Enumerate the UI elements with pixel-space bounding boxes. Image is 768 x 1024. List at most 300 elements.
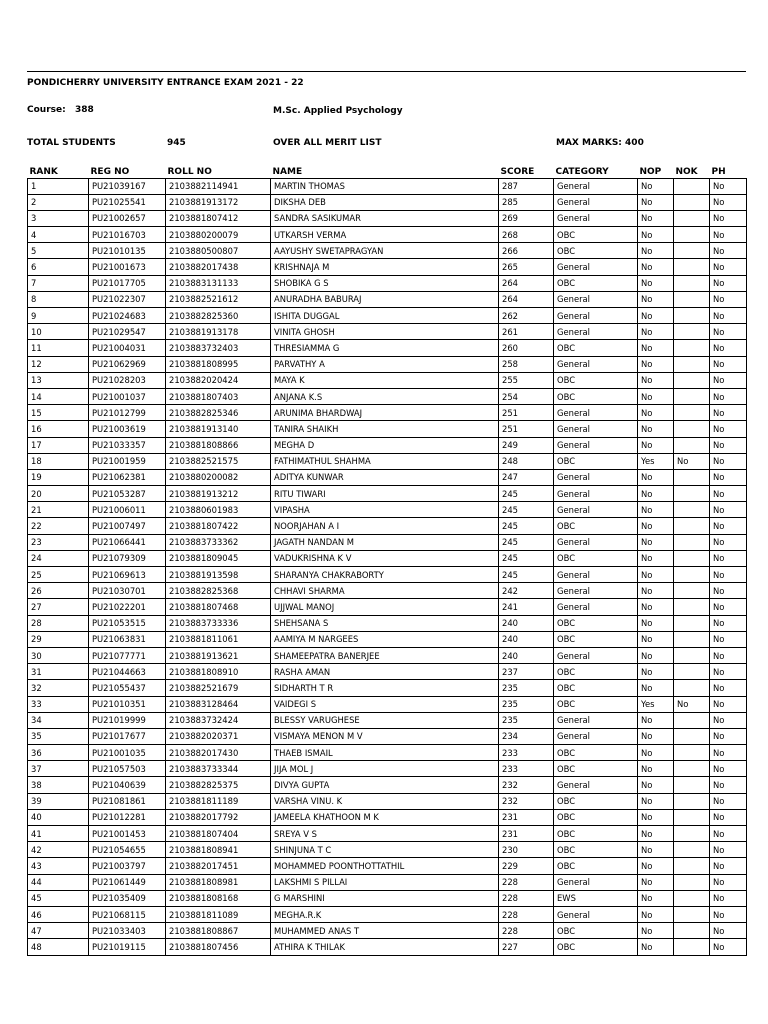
nop-cell: No (638, 680, 674, 696)
ph-cell: No (710, 631, 747, 647)
name-cell: MEGHA.R.K (271, 906, 499, 922)
table-row (28, 567, 747, 583)
ph-cell: No (710, 469, 747, 485)
rank-cell: 24 (28, 550, 89, 566)
reg-no-cell: PU21001035 (89, 745, 166, 761)
reg-no-cell: PU21077771 (89, 647, 166, 663)
score-cell: 249 (499, 437, 554, 453)
reg-no-cell: PU21004031 (89, 340, 166, 356)
name-cell: ATHIRA K THILAK (271, 939, 499, 955)
ph-cell: No (710, 599, 747, 615)
rank-cell: 3 (28, 210, 89, 226)
table-row (28, 356, 747, 372)
nok-cell (674, 518, 710, 534)
ph-cell: No (710, 777, 747, 793)
reg-no-cell: PU21044663 (89, 664, 166, 680)
nok-cell (674, 502, 710, 518)
ph-cell: No (710, 502, 747, 518)
roll-no-cell: 2103881913172 (166, 194, 271, 210)
reg-no-cell: PU21029547 (89, 324, 166, 340)
name-cell: UJJWAL MANOJ (271, 599, 499, 615)
ph-cell: No (710, 340, 747, 356)
nop-cell: No (638, 243, 674, 259)
total-students-value: 945 (167, 138, 186, 148)
name-cell: SHARANYA CHAKRABORTY (271, 567, 499, 583)
name-cell: MOHAMMED POONTHOTTATHIL (271, 858, 499, 874)
ph-cell: No (710, 858, 747, 874)
max-marks-value: 400 (625, 138, 644, 148)
name-cell: TANIRA SHAIKH (271, 421, 499, 437)
category-cell: General (554, 437, 638, 453)
reg-no-cell: PU21081861 (89, 793, 166, 809)
nop-cell: No (638, 874, 674, 890)
category-cell: OBC (554, 275, 638, 291)
table-row (28, 534, 747, 550)
category-cell: OBC (554, 518, 638, 534)
name-cell: VADUKRISHNA K V (271, 550, 499, 566)
category-cell: General (554, 259, 638, 275)
table-row (28, 194, 747, 210)
nop-cell: No (638, 259, 674, 275)
score-cell: 240 (499, 647, 554, 663)
category-cell: OBC (554, 745, 638, 761)
column-header: NAME (272, 166, 303, 177)
nop-cell: No (638, 340, 674, 356)
table-row (28, 275, 747, 291)
reg-no-cell: PU21055437 (89, 680, 166, 696)
name-cell: SHOBIKA G S (271, 275, 499, 291)
nok-cell (674, 631, 710, 647)
rank-cell: 42 (28, 842, 89, 858)
nok-cell: No (674, 453, 710, 469)
table-row (28, 615, 747, 631)
nop-cell: No (638, 502, 674, 518)
category-cell: General (554, 599, 638, 615)
score-cell: 254 (499, 388, 554, 404)
name-cell: FATHIMATHUL SHAHMA (271, 453, 499, 469)
roll-no-cell: 2103882114941 (166, 178, 271, 194)
ph-cell: No (710, 583, 747, 599)
rank-cell: 12 (28, 356, 89, 372)
roll-no-cell: 2103881808168 (166, 890, 271, 906)
reg-no-cell: PU21053287 (89, 486, 166, 502)
nop-cell: No (638, 939, 674, 955)
roll-no-cell: 2103881913621 (166, 647, 271, 663)
score-cell: 264 (499, 275, 554, 291)
rank-cell: 14 (28, 388, 89, 404)
merit-list-title: OVER ALL MERIT LIST (273, 138, 382, 148)
score-cell: 227 (499, 939, 554, 955)
score-cell: 231 (499, 826, 554, 842)
category-cell: General (554, 469, 638, 485)
score-cell: 245 (499, 518, 554, 534)
nok-cell (674, 777, 710, 793)
name-cell: AAYUSHY SWETAPRAGYAN (271, 243, 499, 259)
reg-no-cell: PU21001037 (89, 388, 166, 404)
score-cell: 265 (499, 259, 554, 275)
score-cell: 245 (499, 550, 554, 566)
score-cell: 237 (499, 664, 554, 680)
reg-no-cell: PU21066441 (89, 534, 166, 550)
table-row (28, 259, 747, 275)
nop-cell: No (638, 745, 674, 761)
table-row (28, 826, 747, 842)
reg-no-cell: PU21024683 (89, 308, 166, 324)
category-cell: OBC (554, 923, 638, 939)
nok-cell (674, 858, 710, 874)
roll-no-cell: 2103881807456 (166, 939, 271, 955)
total-students-label: TOTAL STUDENTS (27, 138, 116, 148)
category-cell: OBC (554, 227, 638, 243)
nop-cell: No (638, 194, 674, 210)
ph-cell: No (710, 923, 747, 939)
nop-cell: No (638, 518, 674, 534)
rank-cell: 10 (28, 324, 89, 340)
category-cell: General (554, 712, 638, 728)
roll-no-cell: 2103883131133 (166, 275, 271, 291)
ph-cell: No (710, 842, 747, 858)
program-name: M.Sc. Applied Psychology (273, 106, 403, 116)
ph-cell: No (710, 324, 747, 340)
nok-cell (674, 275, 710, 291)
ph-cell: No (710, 647, 747, 663)
reg-no-cell: PU21010135 (89, 243, 166, 259)
category-cell: OBC (554, 809, 638, 825)
table-row (28, 421, 747, 437)
table-row (28, 647, 747, 663)
rank-cell: 46 (28, 906, 89, 922)
nop-cell: No (638, 583, 674, 599)
reg-no-cell: PU21035409 (89, 890, 166, 906)
reg-no-cell: PU21079309 (89, 550, 166, 566)
name-cell: MAYA K (271, 372, 499, 388)
nop-cell: No (638, 664, 674, 680)
nop-cell: No (638, 178, 674, 194)
nop-cell: No (638, 210, 674, 226)
rank-cell: 5 (28, 243, 89, 259)
nok-cell (674, 761, 710, 777)
ph-cell: No (710, 518, 747, 534)
table-row (28, 793, 747, 809)
rank-cell: 16 (28, 421, 89, 437)
ph-cell: No (710, 696, 747, 712)
score-cell: 260 (499, 340, 554, 356)
nok-cell (674, 906, 710, 922)
score-cell: 247 (499, 469, 554, 485)
table-row (28, 227, 747, 243)
category-cell: General (554, 405, 638, 421)
reg-no-cell: PU21022307 (89, 291, 166, 307)
reg-no-cell: PU21069613 (89, 567, 166, 583)
reg-no-cell: PU21016703 (89, 227, 166, 243)
reg-no-cell: PU21063831 (89, 631, 166, 647)
table-row (28, 631, 747, 647)
table-row (28, 680, 747, 696)
category-cell: General (554, 534, 638, 550)
name-cell: PARVATHY A (271, 356, 499, 372)
score-cell: 230 (499, 842, 554, 858)
category-cell: General (554, 906, 638, 922)
category-cell: OBC (554, 550, 638, 566)
rank-cell: 6 (28, 259, 89, 275)
nok-cell (674, 890, 710, 906)
column-header: REG NO (90, 166, 130, 177)
column-header: SCORE (500, 166, 535, 177)
roll-no-cell: 2103881808995 (166, 356, 271, 372)
score-cell: 235 (499, 680, 554, 696)
nop-cell: No (638, 567, 674, 583)
ph-cell: No (710, 308, 747, 324)
category-cell: General (554, 324, 638, 340)
ph-cell: No (710, 275, 747, 291)
rank-cell: 11 (28, 340, 89, 356)
rank-cell: 39 (28, 793, 89, 809)
reg-no-cell: PU21007497 (89, 518, 166, 534)
name-cell: JAMEELA KHATHOON M K (271, 809, 499, 825)
category-cell: General (554, 567, 638, 583)
ph-cell: No (710, 486, 747, 502)
category-cell: General (554, 728, 638, 744)
rank-cell: 18 (28, 453, 89, 469)
table-row (28, 939, 747, 955)
ph-cell: No (710, 680, 747, 696)
rank-cell: 1 (28, 178, 89, 194)
category-cell: General (554, 291, 638, 307)
course-code: 388 (75, 105, 94, 115)
nop-cell: No (638, 842, 674, 858)
table-row (28, 178, 747, 194)
category-cell: EWS (554, 890, 638, 906)
category-cell: OBC (554, 631, 638, 647)
column-header: CATEGORY (555, 166, 609, 177)
roll-no-cell: 2103881807422 (166, 518, 271, 534)
nok-cell (674, 486, 710, 502)
reg-no-cell: PU21054655 (89, 842, 166, 858)
category-cell: OBC (554, 939, 638, 955)
score-cell: 233 (499, 761, 554, 777)
name-cell: SIDHARTH T R (271, 680, 499, 696)
category-cell: OBC (554, 372, 638, 388)
name-cell: KRISHNAJA M (271, 259, 499, 275)
roll-no-cell: 2103882825360 (166, 308, 271, 324)
category-cell: General (554, 583, 638, 599)
score-cell: 233 (499, 745, 554, 761)
nop-cell: No (638, 275, 674, 291)
category-cell: General (554, 210, 638, 226)
rank-cell: 36 (28, 745, 89, 761)
score-cell: 245 (499, 502, 554, 518)
course-label: Course: (27, 105, 66, 115)
rank-cell: 25 (28, 567, 89, 583)
ph-cell: No (710, 259, 747, 275)
nok-cell (674, 372, 710, 388)
max-marks-label: MAX MARKS: (556, 138, 622, 148)
reg-no-cell: PU21053515 (89, 615, 166, 631)
rank-cell: 17 (28, 437, 89, 453)
table-row (28, 874, 747, 890)
nok-cell (674, 210, 710, 226)
score-cell: 287 (499, 178, 554, 194)
nok-cell (674, 356, 710, 372)
roll-no-cell: 2103881807403 (166, 388, 271, 404)
rank-cell: 29 (28, 631, 89, 647)
ph-cell: No (710, 178, 747, 194)
roll-no-cell: 2103881913212 (166, 486, 271, 502)
roll-no-cell: 2103881913598 (166, 567, 271, 583)
score-cell: 269 (499, 210, 554, 226)
name-cell: ISHITA DUGGAL (271, 308, 499, 324)
ph-cell: No (710, 906, 747, 922)
column-header: ROLL NO (167, 166, 212, 177)
category-cell: OBC (554, 453, 638, 469)
ph-cell: No (710, 291, 747, 307)
nop-cell: No (638, 647, 674, 663)
roll-no-cell: 2103881807404 (166, 826, 271, 842)
name-cell: UTKARSH VERMA (271, 227, 499, 243)
nop-cell: No (638, 599, 674, 615)
nok-cell (674, 826, 710, 842)
roll-no-cell: 2103882020424 (166, 372, 271, 388)
ph-cell: No (710, 534, 747, 550)
roll-no-cell: 2103881809045 (166, 550, 271, 566)
roll-no-cell: 2103881807412 (166, 210, 271, 226)
table-row (28, 388, 747, 404)
score-cell: 261 (499, 324, 554, 340)
nok-cell (674, 712, 710, 728)
nop-cell: No (638, 486, 674, 502)
score-cell: 229 (499, 858, 554, 874)
roll-no-cell: 2103881808941 (166, 842, 271, 858)
name-cell: SHAMEEPATRA BANERJEE (271, 647, 499, 663)
nop-cell: No (638, 793, 674, 809)
score-cell: 268 (499, 227, 554, 243)
page-title: PONDICHERRY UNIVERSITY ENTRANCE EXAM 2021 - 22 (27, 78, 304, 88)
name-cell: JAGATH NANDAN M (271, 534, 499, 550)
roll-no-cell: 2103881811189 (166, 793, 271, 809)
name-cell: DIKSHA DEB (271, 194, 499, 210)
name-cell: G MARSHINI (271, 890, 499, 906)
score-cell: 258 (499, 356, 554, 372)
ph-cell: No (710, 793, 747, 809)
rank-cell: 13 (28, 372, 89, 388)
nok-cell (674, 680, 710, 696)
rank-cell: 44 (28, 874, 89, 890)
score-cell: 245 (499, 534, 554, 550)
roll-no-cell: 2103881913178 (166, 324, 271, 340)
nok-cell: No (674, 696, 710, 712)
category-cell: OBC (554, 664, 638, 680)
nop-cell: No (638, 858, 674, 874)
rank-cell: 20 (28, 486, 89, 502)
score-cell: 228 (499, 874, 554, 890)
nop-cell: No (638, 777, 674, 793)
rank-cell: 40 (28, 809, 89, 825)
ph-cell: No (710, 745, 747, 761)
nop-cell: No (638, 372, 674, 388)
rank-cell: 41 (28, 826, 89, 842)
nok-cell (674, 923, 710, 939)
name-cell: ADITYA KUNWAR (271, 469, 499, 485)
roll-no-cell: 2103882017451 (166, 858, 271, 874)
column-header: PH (711, 166, 726, 177)
name-cell: MUHAMMED ANAS T (271, 923, 499, 939)
roll-no-cell: 2103882825368 (166, 583, 271, 599)
roll-no-cell: 2103883732403 (166, 340, 271, 356)
nok-cell (674, 324, 710, 340)
rank-cell: 21 (28, 502, 89, 518)
ph-cell: No (710, 421, 747, 437)
score-cell: 255 (499, 372, 554, 388)
score-cell: 248 (499, 453, 554, 469)
nok-cell (674, 388, 710, 404)
max-marks (556, 137, 644, 149)
name-cell: ANURADHA BABURAJ (271, 291, 499, 307)
rank-cell: 15 (28, 405, 89, 421)
table-row (28, 664, 747, 680)
nok-cell (674, 437, 710, 453)
nok-cell (674, 647, 710, 663)
nok-cell (674, 243, 710, 259)
table-row (28, 728, 747, 744)
reg-no-cell: PU21022201 (89, 599, 166, 615)
table-row (28, 308, 747, 324)
name-cell: SREYA V S (271, 826, 499, 842)
rank-cell: 7 (28, 275, 89, 291)
category-cell: OBC (554, 340, 638, 356)
table-row (28, 696, 747, 712)
roll-no-cell: 2103882020371 (166, 728, 271, 744)
score-cell: 231 (499, 809, 554, 825)
roll-no-cell: 2103881808866 (166, 437, 271, 453)
category-cell: OBC (554, 388, 638, 404)
score-cell: 235 (499, 696, 554, 712)
table-row (28, 809, 747, 825)
table-row (28, 906, 747, 922)
rank-cell: 30 (28, 647, 89, 663)
roll-no-cell: 2103880200079 (166, 227, 271, 243)
category-cell: General (554, 308, 638, 324)
reg-no-cell: PU21001959 (89, 453, 166, 469)
ph-cell: No (710, 664, 747, 680)
ph-cell: No (710, 372, 747, 388)
rank-cell: 28 (28, 615, 89, 631)
nop-cell: No (638, 421, 674, 437)
nop-cell: No (638, 437, 674, 453)
rank-cell: 8 (28, 291, 89, 307)
ph-cell: No (710, 826, 747, 842)
score-cell: 262 (499, 308, 554, 324)
category-cell: General (554, 874, 638, 890)
nok-cell (674, 664, 710, 680)
rank-cell: 23 (28, 534, 89, 550)
rank-cell: 9 (28, 308, 89, 324)
nop-cell: No (638, 550, 674, 566)
rank-cell: 48 (28, 939, 89, 955)
category-cell: OBC (554, 761, 638, 777)
category-cell: General (554, 502, 638, 518)
score-cell: 235 (499, 712, 554, 728)
table-row (28, 745, 747, 761)
roll-no-cell: 2103882017438 (166, 259, 271, 275)
roll-no-cell: 2103883732424 (166, 712, 271, 728)
reg-no-cell: PU21019999 (89, 712, 166, 728)
score-cell: 245 (499, 567, 554, 583)
column-header: NOK (675, 166, 698, 177)
nok-cell (674, 340, 710, 356)
ph-cell: No (710, 890, 747, 906)
category-cell: OBC (554, 826, 638, 842)
table-row (28, 453, 747, 469)
